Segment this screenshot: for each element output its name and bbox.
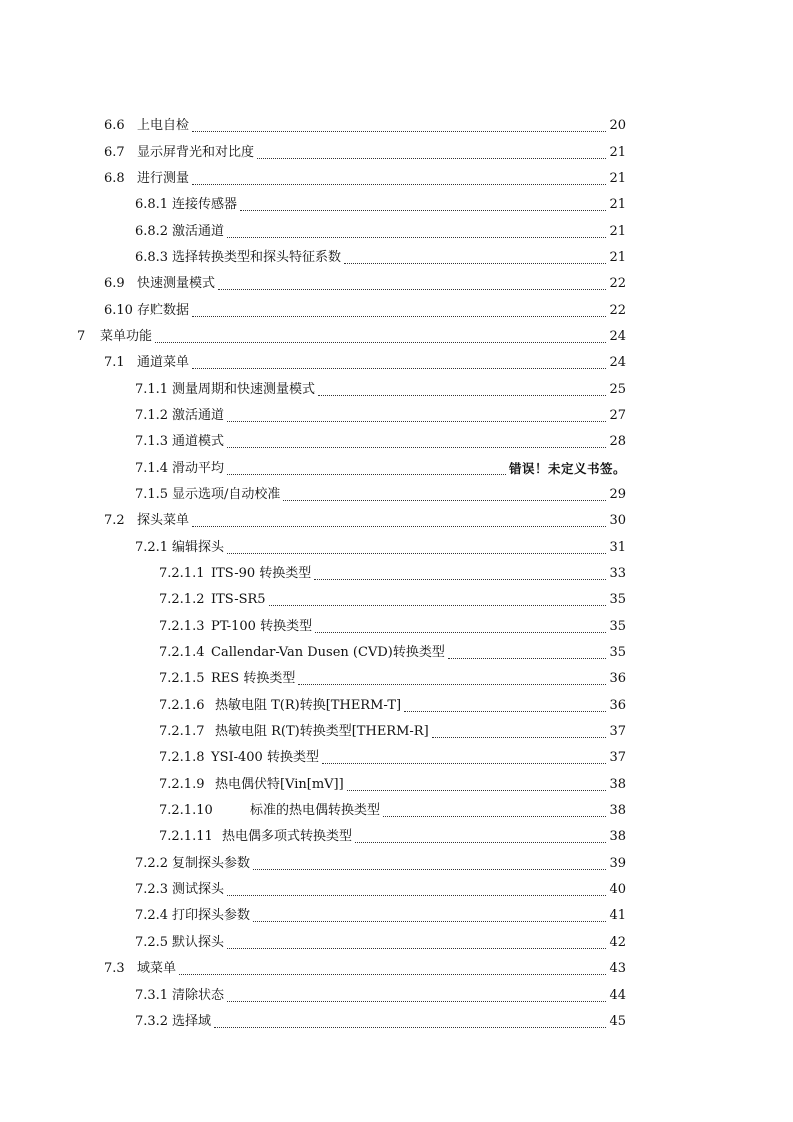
toc-number: 7.1.5 [135,486,169,502]
toc-number: 6.7 [104,144,125,160]
toc-number: 7.1.1 [135,381,169,397]
toc-number: 7.2.4 [135,908,169,924]
toc-entry[interactable] [0,851,793,877]
toc-leader [227,473,506,475]
toc-entry[interactable] [0,693,793,719]
toc-leader [253,868,606,870]
toc-entry[interactable] [0,508,793,534]
toc-leader [383,815,606,817]
toc-title: 存贮数据 [137,302,190,318]
toc-number: 7.3 [104,961,125,977]
toc-entry[interactable] [0,455,793,481]
toc-number: 7.2.1.1 [159,566,205,582]
toc-entry[interactable] [0,297,793,323]
toc-number: 6.8 [104,170,125,186]
toc-page: 36 [609,697,626,713]
toc-title: 激活通道 [172,407,225,423]
toc-leader [253,920,606,922]
toc-title: 连接传感器 [172,197,238,213]
toc-page: 30 [609,513,626,529]
toc-entry[interactable] [0,350,793,376]
toc-entry[interactable] [0,614,793,640]
toc-page: 44 [609,987,626,1003]
toc-leader [314,578,606,580]
toc-leader [269,604,607,606]
toc-entry[interactable] [0,798,793,824]
toc-number: 7.2.1.3 [159,618,205,634]
toc-title: 测试探头 [172,882,225,898]
toc-title: 编辑探头 [172,539,225,555]
toc-title: 显示选项/自动校准 [172,486,281,502]
toc-entry[interactable] [0,324,793,350]
toc-leader [227,552,606,554]
toc-title: 激活通道 [172,223,225,239]
toc-page: 29 [609,486,626,502]
toc-page: 43 [609,961,626,977]
toc-title: 默认探头 [172,934,225,950]
toc-number: 6.6 [104,118,125,134]
toc-entry[interactable] [0,376,793,402]
toc-number: 6.8.1 [135,197,169,213]
toc-leader [192,367,606,369]
toc-title: ITS-90 转换类型 [211,566,312,582]
toc-page: 22 [609,276,626,292]
toc-page: 35 [609,592,626,608]
toc-entry[interactable] [0,403,793,429]
toc-leader [192,130,606,132]
toc-number: 6.8.3 [135,249,169,265]
toc-page: 27 [609,407,626,423]
toc-title: YSI-400 转换类型 [211,750,319,766]
toc-entry[interactable] [0,561,793,587]
toc-leader [347,789,607,791]
toc-entry[interactable] [0,982,793,1008]
toc-page: 40 [609,882,626,898]
toc-leader [298,683,606,685]
toc-title: 探头菜单 [137,513,190,529]
toc-title: 进行测量 [137,170,190,186]
toc-leader [404,710,606,712]
toc-page: 21 [609,197,626,213]
toc-page: 24 [609,355,626,371]
toc-leader [179,973,606,975]
toc-leader [240,209,606,211]
toc-number: 7.2.1.2 [159,592,205,608]
toc-leader [227,236,606,238]
toc-page: 21 [609,170,626,186]
toc-title: 上电自检 [137,118,190,134]
toc-leader [432,736,607,738]
toc-entry[interactable] [0,640,793,666]
toc-number: 7 [77,328,86,344]
toc-number: 7.2.1 [135,539,169,555]
toc-leader [192,525,606,527]
toc-title: 选择域 [172,1013,212,1029]
toc-title: 滑动平均 [172,460,225,476]
toc-page: 38 [609,829,626,845]
toc-leader [227,446,606,448]
toc-entry[interactable] [0,271,793,297]
toc-entry[interactable] [0,113,793,139]
toc-entry[interactable] [0,192,793,218]
toc-entry[interactable] [0,429,793,455]
toc-leader [227,1000,606,1002]
toc-page: 22 [609,302,626,318]
toc-entry[interactable] [0,1009,793,1035]
toc-title: 复制探头参数 [172,855,251,871]
toc-page: 45 [609,1013,626,1029]
toc-page: 21 [609,144,626,160]
toc-title: 域菜单 [137,961,177,977]
toc-leader [192,183,606,185]
toc-page: 39 [609,855,626,871]
toc-number: 6.10 [104,302,133,318]
toc-number: 7.3.1 [135,987,169,1003]
toc-entry[interactable] [0,956,793,982]
toc-title: RES 转换类型 [211,671,296,687]
toc-number: 7.2.1.9 [159,776,205,792]
toc-title: 菜单功能 [100,328,153,344]
toc-leader [218,288,606,290]
toc-leader [315,631,606,633]
toc-page: 42 [609,934,626,950]
toc-leader [448,657,607,659]
toc-page: 31 [609,539,626,555]
toc-leader [283,499,606,501]
toc-page: 41 [609,908,626,924]
toc-number: 7.1 [104,355,125,371]
toc-number: 7.2.5 [135,934,169,950]
toc-page: 24 [609,328,626,344]
toc-page: 21 [609,223,626,239]
table-of-contents [0,113,793,1035]
toc-number: 7.2.3 [135,882,169,898]
toc-entry[interactable] [0,719,793,745]
toc-leader [344,262,606,264]
toc-number: 7.2.1.7 [159,724,205,740]
toc-number: 6.9 [104,276,125,292]
toc-leader [318,394,606,396]
toc-page: 35 [609,645,626,661]
toc-number: 6.8.2 [135,223,169,239]
toc-entry[interactable] [0,587,793,613]
toc-number: 7.2.1.11 [159,829,213,845]
toc-title: 热敏电阻 T(R)转换[THERM-T] [215,697,402,713]
toc-number: 7.1.3 [135,434,169,450]
toc-entry[interactable] [0,218,793,244]
toc-number: 7.1.2 [135,407,169,423]
toc-title: 通道模式 [172,434,225,450]
toc-leader [322,762,606,764]
toc-leader [192,315,606,317]
toc-page: 28 [609,434,626,450]
toc-number: 7.2.1.8 [159,750,205,766]
toc-number: 7.2.1.4 [159,645,205,661]
toc-page-error: 错误！未定义书签。 [508,460,626,476]
toc-page: 38 [609,776,626,792]
toc-entry[interactable] [0,930,793,956]
toc-title: 热电偶伏特[Vin[mV]] [215,776,344,792]
toc-entry[interactable] [0,166,793,192]
toc-title: Callendar-Van Dusen (CVD)转换类型 [211,645,445,661]
toc-leader [257,157,606,159]
toc-leader [355,841,606,843]
toc-page: 21 [609,249,626,265]
toc-number: 7.2.1.10 [159,803,213,819]
toc-title: 清除状态 [172,987,225,1003]
toc-title: 测量周期和快速测量模式 [172,381,316,397]
toc-page: 33 [609,566,626,582]
toc-entry[interactable] [0,824,793,850]
toc-title: 热敏电阻 R(T)转换类型[THERM-R] [215,724,429,740]
toc-entry[interactable] [0,666,793,692]
toc-page: 35 [609,618,626,634]
toc-title: 快速测量模式 [137,276,216,292]
toc-page: 36 [609,671,626,687]
toc-title: 标准的热电偶转换类型 [250,803,381,819]
toc-page: 38 [609,803,626,819]
toc-title: PT-100 转换类型 [211,618,313,634]
toc-entry[interactable] [0,245,793,271]
toc-page: 37 [609,750,626,766]
toc-title: ITS-SR5 [211,592,266,608]
toc-entry[interactable] [0,745,793,771]
toc-number: 7.3.2 [135,1013,169,1029]
toc-title: 打印探头参数 [172,908,251,924]
toc-entry[interactable] [0,772,793,798]
toc-leader [214,1026,606,1028]
toc-page: 20 [609,118,626,134]
toc-title: 显示屏背光和对比度 [137,144,255,160]
toc-leader [227,947,606,949]
toc-title: 选择转换类型和探头特征系数 [172,249,342,265]
toc-number: 7.2.2 [135,855,169,871]
toc-entry[interactable] [0,903,793,929]
toc-number: 7.2.1.5 [159,671,205,687]
toc-entry[interactable] [0,482,793,508]
toc-entry[interactable] [0,139,793,165]
toc-number: 7.2.1.6 [159,697,205,713]
toc-entry[interactable] [0,877,793,903]
toc-number: 7.1.4 [135,460,169,476]
toc-leader [227,894,606,896]
toc-title: 通道菜单 [137,355,190,371]
toc-page: 37 [609,724,626,740]
toc-title: 热电偶多项式转换类型 [222,829,353,845]
toc-entry[interactable] [0,535,793,561]
toc-page: 25 [609,381,626,397]
toc-leader [227,420,606,422]
toc-number: 7.2 [104,513,125,529]
toc-leader [155,341,606,343]
